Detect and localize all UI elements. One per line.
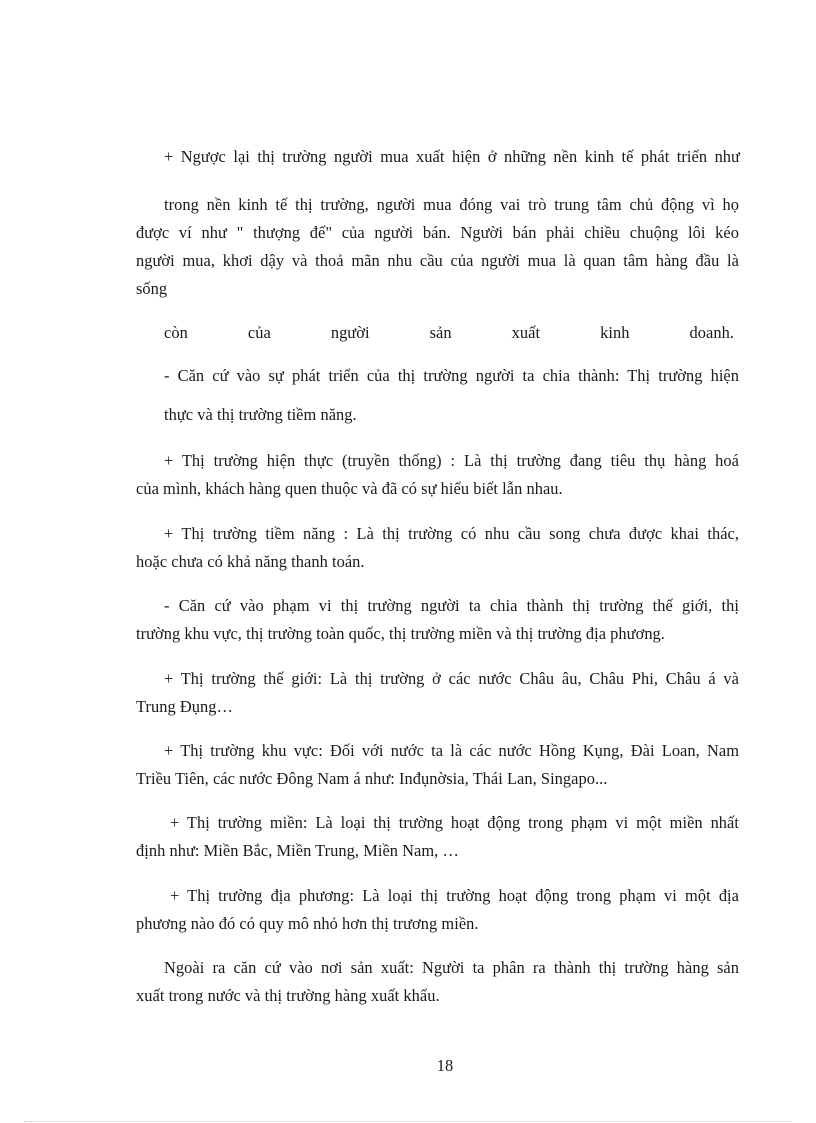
text-line: trường khu vực, thị trường toàn quốc, thị trường miền và thị trường địa phương.: [136, 624, 665, 643]
text-line: xuất trong nước và thị trường hàng xuất khẩu.: [136, 986, 440, 1005]
text-line: định như: Miền Bắc, Miền Trung, Miền Nam, …: [136, 841, 459, 860]
text-line: hoặc chưa có khả năng thanh toán.: [136, 552, 365, 571]
text-line: + Ngược lại thị trường người mua xuất hiện ở những nền kinh tế phát triển như: [164, 147, 740, 166]
text-line: được ví như " thượng đế" của người bán. Người bán phải chiều chuộng lôi kéo: [136, 223, 739, 242]
page-number: 18: [436, 1056, 454, 1075]
text-line: + Thị trường khu vực: Đối với nước ta là các nước Hồng Kụng, Đài Loan, Nam: [164, 741, 739, 760]
text-line: Trung Đụng…: [136, 697, 233, 716]
text-line: + Thị trường tiềm năng : Là thị trường có nhu cầu song chưa được khai thác,: [164, 524, 739, 543]
text-line: - Căn cứ vào phạm vi thị trường người ta chia thành thị trường thế giới, thị: [164, 596, 739, 615]
page-bottom-divider: [24, 1121, 792, 1122]
text-line: + Thị trường thế giới: Là thị trường ở các nước Châu âu, Châu Phi, Châu á và: [164, 669, 739, 688]
text-line: thực và thị trường tiềm năng.: [164, 405, 357, 424]
text-line: phương nào đó có quy mô nhỏ hơn thị trương miền.: [136, 914, 479, 933]
text-line: người mua, khơi dậy và thoả mãn nhu cầu của người mua là quan tâm hàng đầu là: [136, 251, 739, 270]
text-line: sống: [136, 279, 168, 298]
text-line: + Thị trường hiện thực (truyền thống) : Là thị trường đang tiêu thụ hàng hoá: [164, 451, 739, 470]
text-line: còn của người sản xuất kinh doanh.: [164, 323, 734, 342]
text-line: + Thị trường địa phương: Là loại thị trường hoạt động trong phạm vi một địa: [170, 886, 739, 905]
text-line: Ngoài ra căn cứ vào nơi sản xuất: Người ta phân ra thành thị trường hàng sản: [164, 958, 739, 977]
text-line: Triều Tiên, các nước Đông Nam á như: Inđụnờsia, Thái Lan, Singapo...: [136, 769, 608, 788]
text-line: + Thị trường miền: Là loại thị trường hoạt động trong phạm vi một miền nhất: [170, 813, 739, 832]
text-line: - Căn cứ vào sự phát triển của thị trường người ta chia thành: Thị trường hiện: [164, 366, 739, 385]
text-line: của mình, khách hàng quen thuộc và đã có sự hiểu biết lẫn nhau.: [136, 479, 563, 498]
text-line: trong nền kinh tế thị trường, người mua đóng vai trò trung tâm chủ động vì họ: [164, 195, 739, 214]
